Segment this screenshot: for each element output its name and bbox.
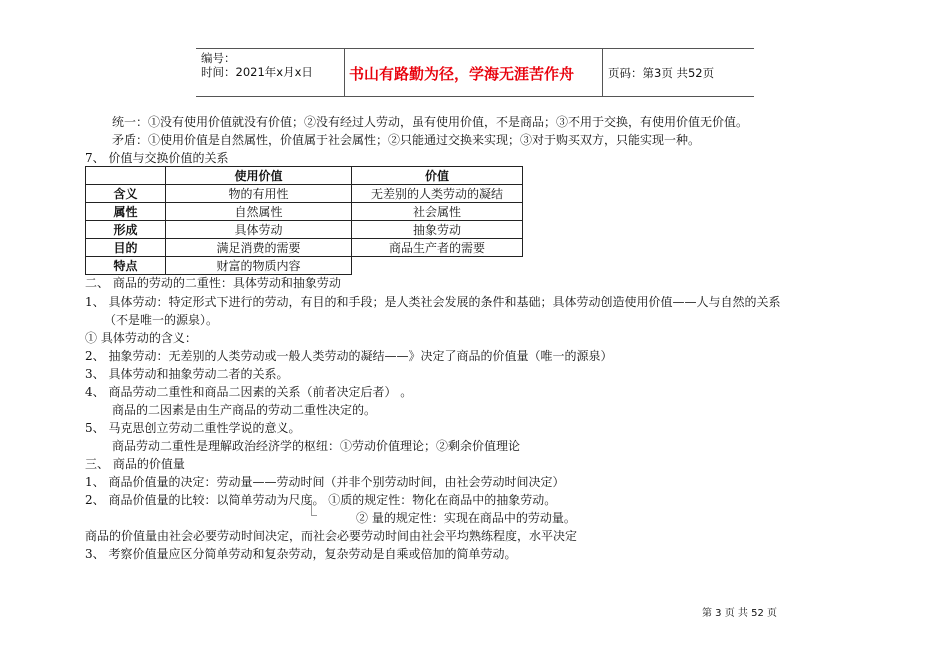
brace-mark	[311, 500, 317, 516]
header-meta	[201, 51, 313, 79]
table-cell: 抽象劳动	[352, 221, 523, 239]
item-7-heading: 7、 价值与交换价值的关系	[85, 151, 229, 165]
s2-item-4-note: 商品的二因素是由生产商品的劳动二重性决定的。	[112, 403, 377, 417]
s2-item-5: 5、 马克思创立劳动二重性学说的意义。	[85, 421, 301, 435]
header-motto: 书山有路勤为径，学海无涯苦作舟	[349, 65, 575, 83]
s2-item-4: 4、 商品劳动二重性和商品二因素的关系（前者决定后者） 。	[85, 385, 413, 399]
value-relation-table	[85, 166, 523, 275]
s3-item-3: 3、 考察价值量应区分简单劳动和复杂劳动，复杂劳动是自乘或倍加的简单劳动。	[85, 547, 517, 561]
s3-item-2-sub: ② 量的规定性：实现在商品中的劳动量。	[356, 511, 576, 525]
s2-item-3: 3、 具体劳动和抽象劳动二者的关系。	[85, 367, 289, 381]
section-2-heading: 二、 商品的劳动的二重性：具体劳动和抽象劳动	[85, 276, 341, 290]
table-cell: 财富的物质内容	[166, 257, 352, 275]
table-row-label: 属性	[86, 203, 166, 221]
header-divider	[602, 48, 603, 96]
page-footer: 第 3 页 共 52 页	[702, 608, 777, 619]
table-row-label: 特点	[86, 257, 166, 275]
s3-note: 商品的价值量由社会必要劳动时间决定，而社会必要劳动时间由社会平均熟练程度，水平决定	[85, 529, 578, 543]
table-corner	[86, 167, 166, 185]
header-top-rule	[196, 48, 754, 49]
table-cell: 物的有用性	[166, 185, 352, 203]
s2-item-5-note: 商品劳动二重性是理解政治经济学的枢纽：①劳动价值理论；②剩余价值理论	[112, 439, 521, 453]
table-row	[86, 257, 523, 275]
s2-item-2: 2、 抽象劳动：无差别的人类劳动或一般人类劳动的凝结——》决定了商品的价值量（唯一的源泉）	[85, 349, 613, 363]
contradiction-line: 矛盾：①使用价值是自然属性，价值属于社会属性；②只能通过交换来实现；③对于购买双方，只能实现一种。	[112, 133, 701, 147]
number-label: 编号：	[201, 51, 236, 65]
s2-item-1-sub: ① 具体劳动的含义：	[85, 331, 197, 345]
time-label: 时间：2021年x月x日	[201, 65, 313, 79]
s2-item-1: 1、 具体劳动：特定形式下进行的劳动，有目的和手段；是人类社会发展的条件和基础；具体劳动创造使用价值——人与自然的关系	[85, 295, 781, 309]
unity-line: 统一：①没有使用价值就没有价值；②没有经过人劳动，虽有使用价值，不是商品；③不用于交换，有使用价值无价值。	[112, 115, 749, 129]
s2-item-1-cont: （不是唯一的源泉）。	[104, 313, 219, 327]
s3-item-2: 2、 商品价值量的比较：以简单劳动为尺度。 ①质的规定性：物化在商品中的抽象劳动。	[85, 493, 557, 507]
s3-item-1: 1、 商品价值量的决定：劳动量——劳动时间（并非个别劳动时间，由社会劳动时间决定）	[85, 475, 565, 489]
table-cell: 满足消费的需要	[166, 239, 352, 257]
table-row-label: 形成	[86, 221, 166, 239]
table-row-label: 目的	[86, 239, 166, 257]
table-cell: 具体劳动	[166, 221, 352, 239]
header-page-label: 页码：第3页 共52页	[608, 66, 715, 80]
table-row-label: 含义	[86, 185, 166, 203]
table-row	[86, 221, 523, 239]
table-row	[86, 239, 523, 257]
section-3-heading: 三、 商品的价值量	[85, 457, 185, 471]
table-cell	[352, 257, 523, 275]
table-cell: 商品生产者的需要	[352, 239, 523, 257]
table-row	[86, 185, 523, 203]
table-header: 使用价值	[166, 167, 352, 185]
table-cell: 社会属性	[352, 203, 523, 221]
table-header-row	[86, 167, 523, 185]
table-header: 价值	[352, 167, 523, 185]
page-header	[196, 48, 754, 98]
table-cell: 自然属性	[166, 203, 352, 221]
header-bottom-rule	[196, 96, 754, 97]
header-divider	[344, 48, 345, 96]
table-cell: 无差别的人类劳动的凝结	[352, 185, 523, 203]
table-row	[86, 203, 523, 221]
